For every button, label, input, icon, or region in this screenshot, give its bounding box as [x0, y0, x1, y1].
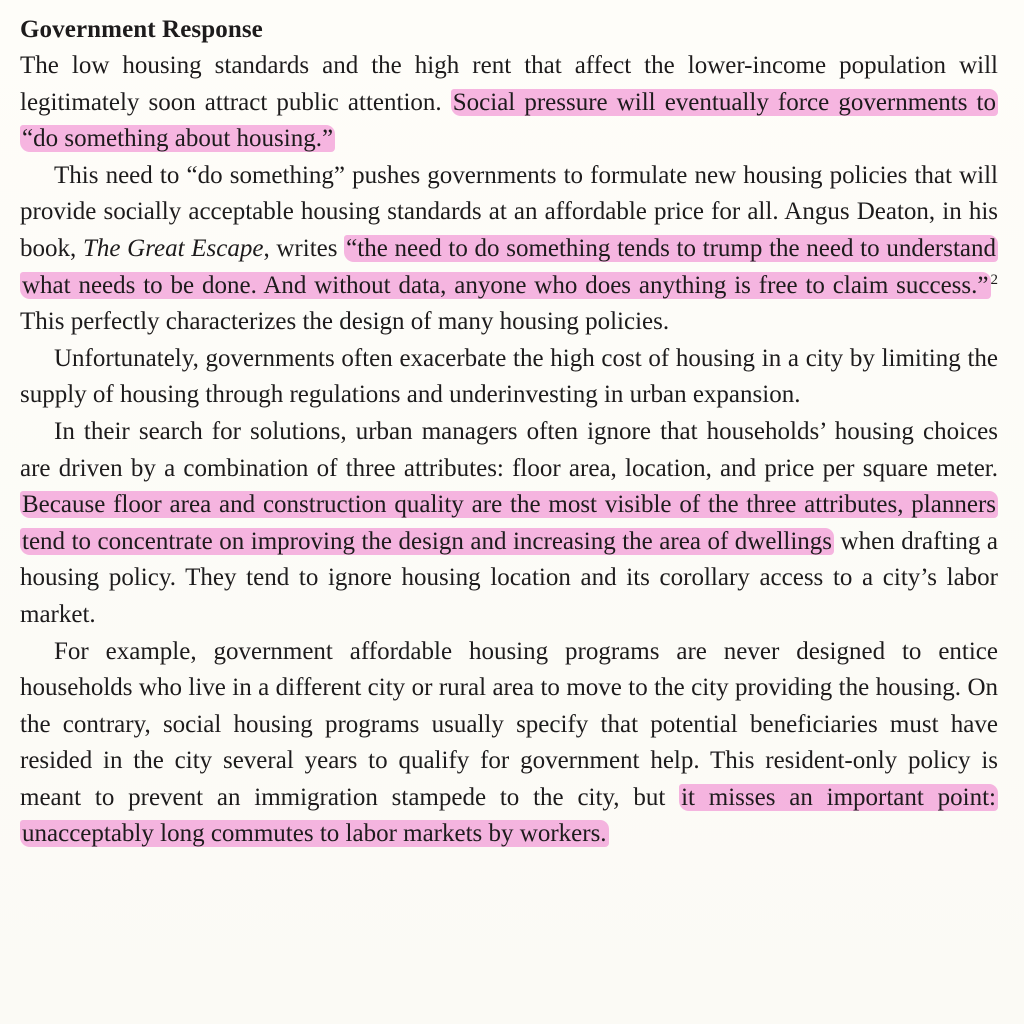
paragraph-4-text-start: In their search for solutions, urban managers often ignore that households’ housing choices are driven by a combination of three attributes: floor area, location, and price per square meter. [20, 417, 998, 482]
footnote-marker[interactable]: 2 [990, 271, 998, 288]
paragraph-2-text-end: This perfectly characterizes the design of many housing policies. [20, 308, 670, 336]
paragraph-4 [20, 414, 998, 634]
paragraph-5-text: For example, government affordable housing programs are never designed to entice households who live in a different city or rural area to move to the city providing the housing. On the contrary, social housing programs usually specify that potential beneficiaries must have resided in the city several years to qualify for government help. This resident-only policy is meant to prevent an immigration stampede to the city, but [20, 637, 998, 811]
highlight-deaton-quote: “the need to do something tends to trump the need to understand what needs to be done. And without data, anyone who does anything is free to claim success.” [22, 234, 997, 299]
paragraph-2 [20, 158, 998, 341]
highlight-social-pressure: Social pressure will eventually force governments to “do something about housing.” [22, 88, 997, 153]
paragraph-3-text: Unfortunately, governments often exacerbate the high cost of housing in a city by limiting the supply of housing through regulations and underinvesting in urban expansion. [20, 344, 998, 409]
section-heading: Government Response [20, 16, 263, 43]
book-title: The Great Escape [82, 234, 264, 262]
paragraph-2-text-writes: , writes [263, 234, 345, 262]
paragraph-3 [20, 341, 998, 414]
paragraph-5 [20, 634, 998, 854]
paragraph-4-text-end: when drafting a housing policy. They tend to ignore housing location and its corollary access to a city’s labor market. [20, 527, 998, 628]
highlight-floor-area: Because floor area and construction quality are the most visible of the three attributes, planners tend to concentrate on improving the design and increasing the area of dwellings [22, 491, 996, 555]
paragraph-1 [20, 48, 998, 158]
paragraph-2-text-start: This need to “do something” pushes governments to formulate new housing policies that will provide socially acceptable housing standards at an affordable price for all. Angus Deaton, in his book, [20, 161, 998, 262]
paragraph-1-text: The low housing standards and the high rent that affect the lower-income population will legitimately soon attract public attention. [20, 52, 998, 116]
highlight-commutes: it misses an important point: unacceptably long commutes to labor markets by workers. [22, 783, 996, 848]
